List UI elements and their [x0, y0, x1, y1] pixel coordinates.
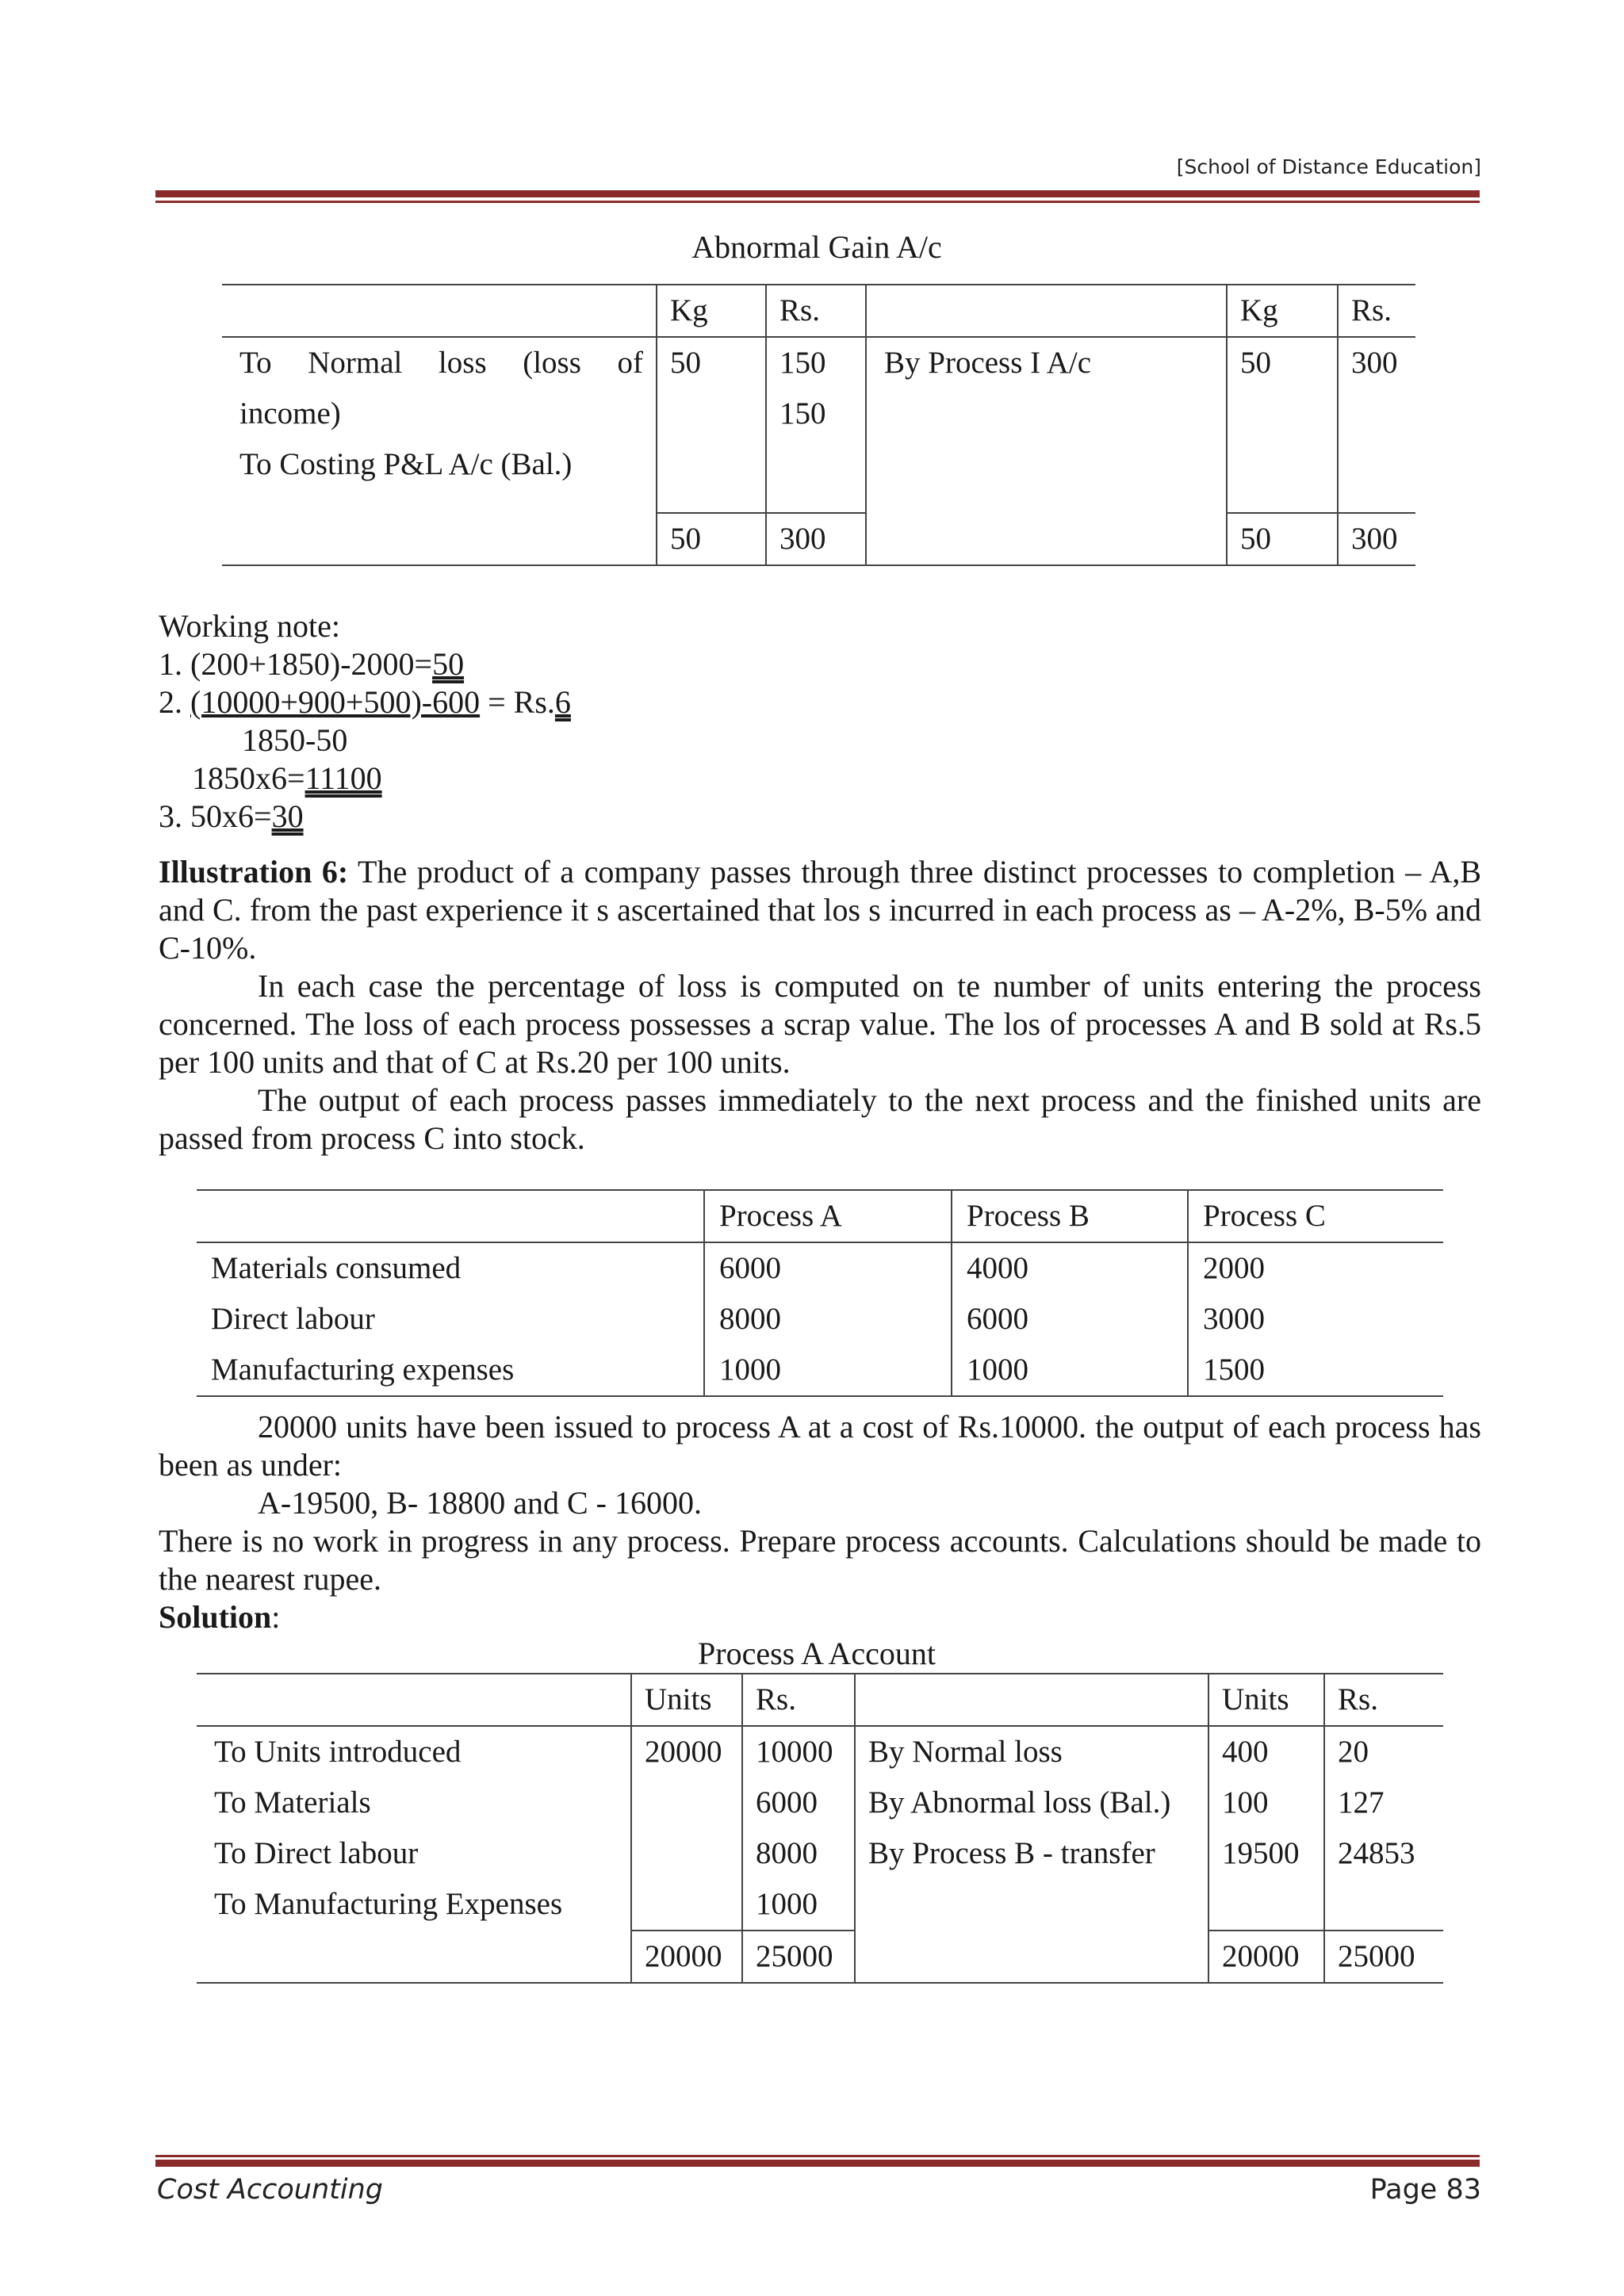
total-kg-right: 50	[1227, 513, 1338, 565]
illustration-paragraph-1: Illustration 6: The product of a company passes through three distinct processes to completion – A,B and C. from the past experience it s ascertained that los s incurred in each process as – A-2%, B-5% and C-10%.	[159, 854, 1482, 966]
ledger-total-row	[222, 513, 1415, 565]
footer-rule-thin	[155, 2155, 1480, 2157]
ledger-total-row	[197, 1931, 1443, 1983]
col-rs: Rs.	[766, 285, 866, 337]
total-units-left: 20000	[631, 1931, 742, 1983]
total-rs-left: 300	[766, 513, 866, 565]
debit-direct-labour: To Direct labour	[214, 1836, 419, 1870]
working-note-2-denominator: 1850-50	[242, 722, 348, 758]
output-paragraph: A-19500, B- 18800 and C - 16000.	[258, 1485, 702, 1521]
ledger-header-row	[197, 1674, 1443, 1726]
debit-normal-loss-line2: income)	[239, 396, 341, 430]
total-rs-right: 300	[1338, 513, 1415, 565]
ledger-header-row	[222, 285, 1415, 337]
credit-abnormal-loss: By Abnormal loss (Bal.)	[868, 1785, 1171, 1820]
working-note-2: 2. (10000+900+500)-600 = Rs.6	[159, 684, 571, 720]
illustration-paragraph-3: The output of each process passes immediately to the next process and the finished units are passed from process C into stock.	[159, 1082, 1481, 1156]
total-rs-right: 25000	[1324, 1931, 1443, 1983]
working-note	[159, 607, 571, 836]
footer-course-title: Cost Accounting	[157, 2174, 383, 2206]
col-units: Units	[1208, 1674, 1324, 1726]
col-units: Units	[631, 1674, 742, 1726]
footer-rule-thick	[155, 2160, 1480, 2167]
col-rs: Rs.	[742, 1674, 855, 1726]
header-rule-thick	[155, 190, 1480, 197]
credit-process-b-transfer: By Process B - transfer	[868, 1836, 1155, 1870]
debit-units-introduced: To Units introduced	[214, 1735, 462, 1769]
header-rule-thin	[155, 201, 1480, 203]
process-cost-table	[197, 1189, 1443, 1397]
issue-paragraph: 20000 units have been issued to process A at a cost of Rs.10000. the output of each process has been as under:	[159, 1409, 1481, 1483]
credit-kg: 50	[1240, 346, 1271, 380]
illustration-paragraph-2: In each case the percentage of loss is computed on te number of units entering the process concerned. The loss of each process possesses a scrap value. The los of processes A and B sold at Rs.5 per 100 units and that of C at Rs.20 per 100 units.	[159, 968, 1481, 1080]
col-rs: Rs.	[1338, 285, 1415, 337]
col-rs: Rs.	[1324, 1674, 1443, 1726]
debit-rs-normal-loss: 150	[779, 346, 826, 380]
abnormal-gain-table	[222, 284, 1415, 566]
total-units-right: 20000	[1208, 1931, 1324, 1983]
process-a-table	[197, 1673, 1443, 1984]
debit-costing-pl: To Costing P&L A/c (Bal.)	[239, 447, 573, 481]
working-note-2b: 1850x6=11100	[192, 760, 382, 796]
credit-rs: 300	[1351, 346, 1398, 380]
col-kg: Kg	[657, 285, 766, 337]
table-row: Manufacturing expenses 1000 1000 1500	[197, 1345, 1443, 1396]
working-note-3: 3. 50x6=30	[159, 798, 304, 834]
header-institution: [School of Distance Education]	[1176, 155, 1481, 178]
col-kg: Kg	[1227, 285, 1338, 337]
debit-normal-loss-line1: To Normal loss (loss of	[239, 346, 643, 380]
debit-manufacturing-expenses: To Manufacturing Expenses	[214, 1887, 563, 1921]
header-process-b: Process B	[952, 1190, 1188, 1242]
footer-page-number: Page 83	[1369, 2174, 1481, 2206]
cost-table-header	[197, 1190, 1443, 1242]
debit-rs-costing-pl: 150	[779, 396, 826, 430]
total-rs-left: 25000	[742, 1931, 855, 1983]
working-note-1: 1. (200+1850)-2000=50	[159, 646, 465, 682]
debit-materials: To Materials	[214, 1785, 371, 1820]
header-process-a: Process A	[704, 1190, 952, 1242]
solution-label: Solution:	[159, 1599, 281, 1635]
header-process-c: Process C	[1188, 1190, 1443, 1242]
debit-kg: 50	[670, 346, 701, 380]
working-note-heading: Working note:	[159, 608, 340, 644]
instruction-paragraph: There is no work in progress in any process. Prepare process accounts. Calculations should be made to the nearest rupee.	[159, 1523, 1481, 1597]
ledger-body-row	[222, 337, 1415, 513]
table-row: Materials consumed 6000 4000 2000	[197, 1242, 1443, 1294]
ledger-body-row: To Units introduced To Materials To Direct labour To Manufacturing Expenses 20000 10000 6000 8000 1000 By Normal loss By Abnormal loss (Bal.) By Process B - transfer 400 100 19500 20 127 24853	[197, 1726, 1443, 1931]
abnormal-gain-title: Abnormal Gain A/c	[691, 229, 942, 265]
credit-process-i: By Process I A/c	[884, 346, 1092, 380]
total-kg-left: 50	[657, 513, 766, 565]
credit-normal-loss: By Normal loss	[868, 1735, 1063, 1769]
table-row: Direct labour 8000 6000 3000	[197, 1294, 1443, 1345]
process-a-title: Process A Account	[698, 1636, 936, 1671]
